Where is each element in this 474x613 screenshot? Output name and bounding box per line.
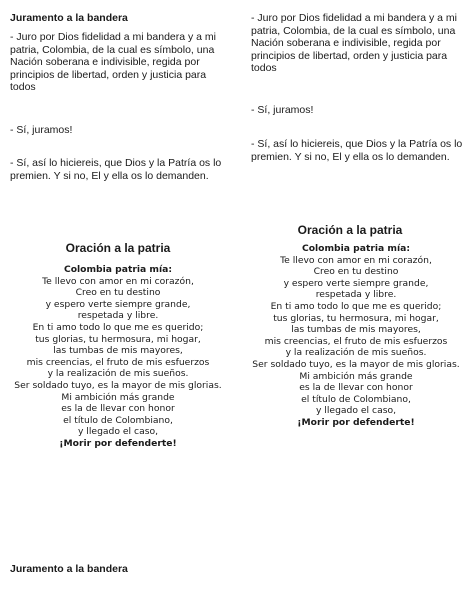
- left-prayer-line: y espero verte siempre grande,: [45, 298, 191, 310]
- left-prayer-line: Creo en tu destino: [75, 287, 161, 299]
- right-prayer-line: Creo en tu destino: [313, 266, 399, 278]
- left-footer-title: Juramento a la bandera: [10, 563, 128, 575]
- left-prayer-line: Ser soldado tuyo, es la mayor de mis glorias.: [14, 379, 222, 391]
- left-pledge-title: Juramento a la bandera: [10, 12, 128, 24]
- right-pledge-reply: - Sí, juramos!: [251, 104, 314, 116]
- right-prayer-line: y espero verte siempre grande,: [283, 277, 429, 289]
- right-prayer-line: tus glorias, tu hermosura, mi hogar,: [273, 312, 439, 324]
- left-pledge-text: [10, 31, 230, 94]
- right-prayer-line: respetada y libre.: [315, 289, 397, 301]
- right-prayer-line: mis creencias, el fruto de mis esfuerzos: [264, 335, 448, 347]
- left-prayer-line: ¡Morir por defenderte!: [59, 437, 177, 449]
- right-prayer-line: el título de Colombiano,: [301, 393, 411, 405]
- left-prayer-line: Mi ambición más grande: [61, 391, 175, 403]
- left-pledge-blessing: - Sí, así lo hiciereis, que Dios y la Patría os lo premien. Y si no, El y ella os lo demanden.: [10, 157, 222, 182]
- right-prayer-line: Colombia patria mía:: [301, 243, 411, 254]
- right-prayer-line: En ti amo todo lo que me es querido;: [270, 300, 442, 312]
- right-prayer-line: Ser soldado tuyo, es la mayor de mis glorias.: [252, 358, 460, 370]
- right-prayer-line: ¡Morir por defenderte!: [297, 416, 415, 428]
- left-prayer-line: tus glorias, tu hermosura, mi hogar,: [35, 333, 201, 345]
- right-prayer-line: las tumbas de mis mayores,: [291, 324, 421, 336]
- left-prayer-line: es la de llevar con honor: [61, 403, 175, 415]
- left-pledge-closing: [10, 157, 230, 182]
- right-prayer-line: Te llevo con amor en mi corazón,: [280, 254, 432, 266]
- right-prayer-line: es la de llevar con honor: [299, 382, 413, 394]
- right-prayer-line: Mi ambición más grande: [299, 370, 413, 382]
- right-pledge-text: [251, 12, 464, 75]
- left-pledge-oath: - Juro por Dios fidelidad a mi bandera y a mi patria, Colombia, de la cual es símbolo, una Nación soberana e indivisible, regida por principios de libertad, orden y justicia para todos: [10, 31, 217, 94]
- left-prayer-text: [0, 264, 236, 450]
- left-pledge-reply: - Sí, juramos!: [10, 124, 73, 136]
- right-pledge-response: [251, 104, 464, 117]
- left-prayer-line: En ti amo todo lo que me es querido;: [32, 321, 204, 333]
- left-prayer-line: y llegado el caso,: [77, 426, 159, 438]
- right-prayer-line: y la realización de mis sueños.: [285, 347, 427, 359]
- left-prayer-line: las tumbas de mis mayores,: [53, 345, 183, 357]
- right-prayer-title: Oración a la patria: [297, 223, 403, 237]
- left-prayer-title: Oración a la patria: [65, 241, 171, 255]
- left-prayer-line: respetada y libre.: [77, 310, 159, 322]
- left-prayer-line: el título de Colombiano,: [63, 414, 173, 426]
- left-pledge-response: [10, 124, 230, 137]
- right-pledge-oath: - Juro por Dios fidelidad a mi bandera y a mi patria, Colombia, de la cual es símbolo, una Nación soberana e indivisible, regida por principios de libertad, orden y justicia para todos: [251, 12, 458, 75]
- left-prayer-line: Colombia patria mía:: [63, 264, 173, 275]
- right-prayer-line: y llegado el caso,: [315, 405, 397, 417]
- left-prayer-line: Te llevo con amor en mi corazón,: [42, 275, 194, 287]
- left-prayer-line: y la realización de mis sueños.: [47, 368, 189, 380]
- right-pledge-closing: [251, 138, 464, 163]
- left-prayer-line: mis creencias, el fruto de mis esfuerzos: [26, 356, 210, 368]
- right-prayer-text: [238, 243, 474, 429]
- right-pledge-blessing: - Sí, así lo hiciereis, que Dios y la Patría os lo premien. Y si no, El y ella os lo demanden.: [251, 138, 463, 163]
